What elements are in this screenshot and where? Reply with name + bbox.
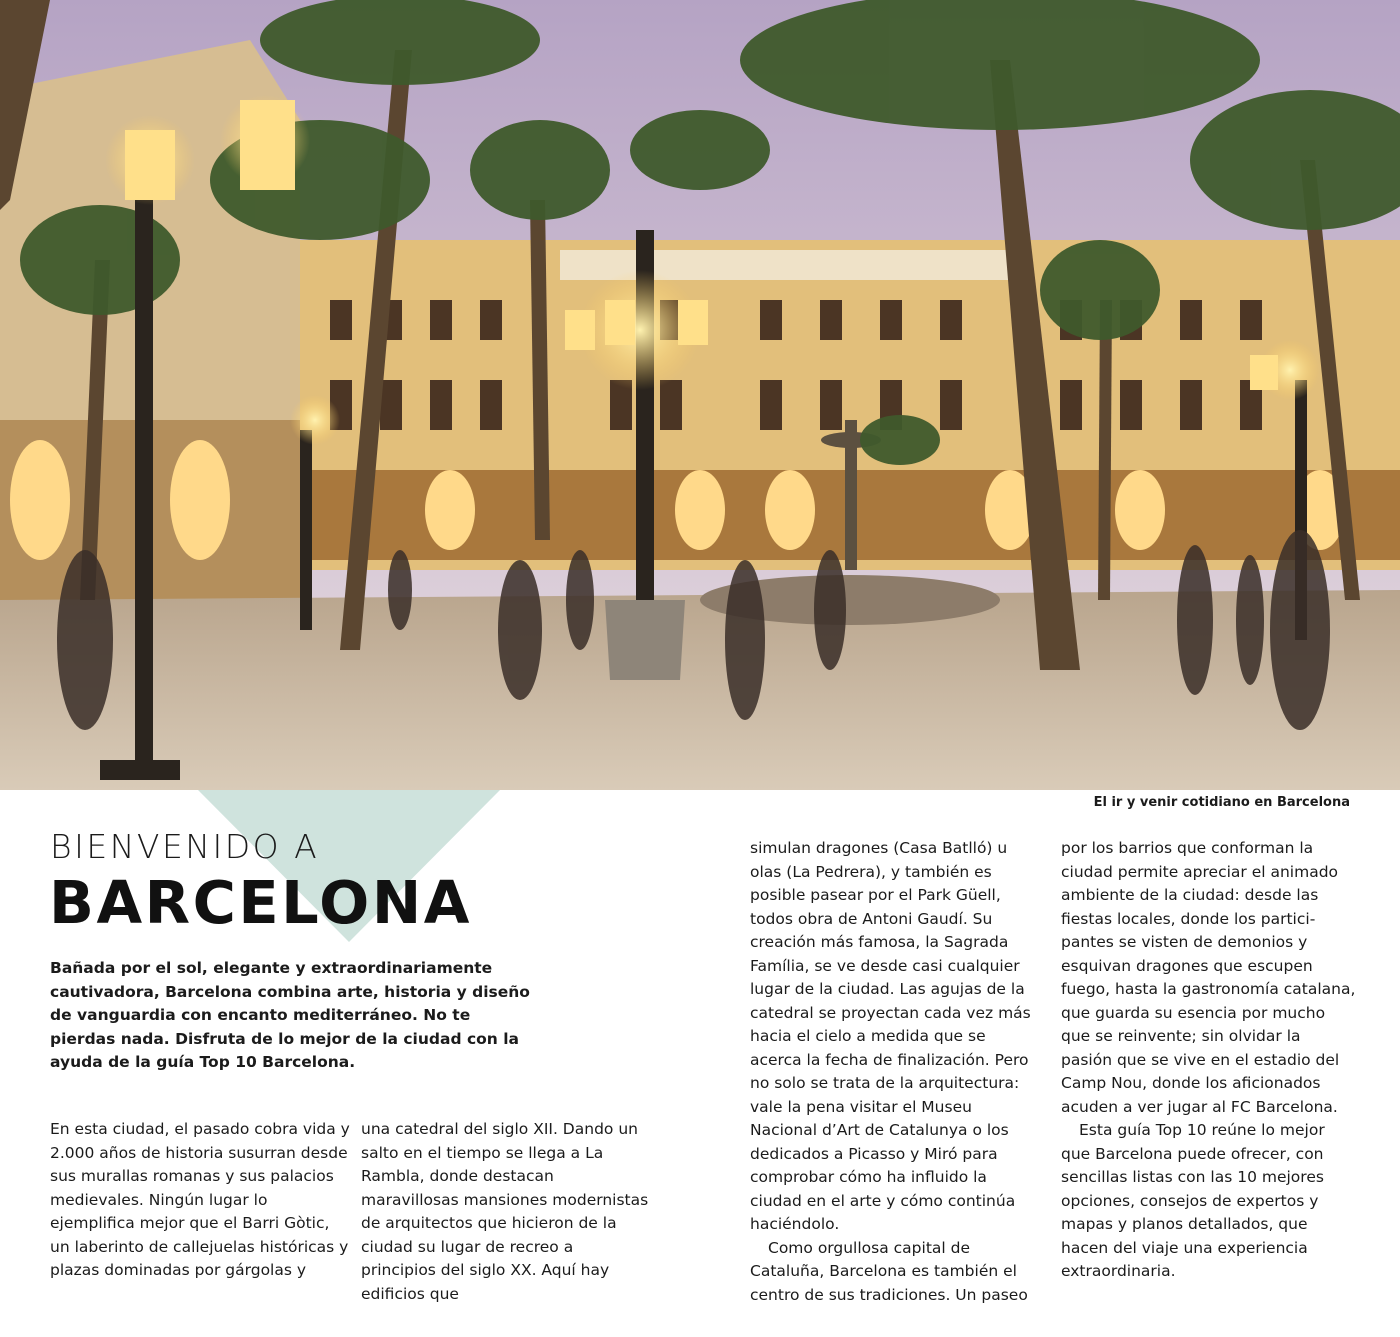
body-column-1 (50, 1118, 350, 1283)
body-text: En esta ciudad, el pasado cobra vida y 2.000 años de historia susurran desde sus murallas romanas y sus palacios medievales. Ningún lugar lo ejemplifica mejor que el Barri Gòtic, un laberinto de callejuelas históricas y plazas dominadas por gárgolas y (50, 1120, 350, 1279)
body-column-3 (750, 837, 1040, 1307)
body-text: Como orgullosa capital de Cataluña, Barcelona es también el centro de sus tradiciones. Un paseo (750, 1238, 1028, 1304)
body-text: una catedral del siglo XII. Dando un salto en el tiempo se llega a La Rambla, donde destacan maravillosas mansiones modernistas de arquitectos que hicieron de la ciudad su lugar de recreo a principios del siglo XX. Aquí hay edificios que (361, 1120, 649, 1303)
intro-paragraph: Bañada por el sol, elegante y extraordinariamente cautivadora, Barcelona combina arte, historia y diseño de vanguardia con encanto mediterráneo. No te pierdas nada. Disfruta de lo mejor de la ciudad con la ayuda de la guía Top 10 Barcelona. (50, 959, 530, 1071)
page-title: BARCELONA (49, 868, 472, 937)
body-column-2 (361, 1118, 653, 1306)
photo-caption: El ir y venir cotidiano en Barcelona (1093, 795, 1350, 810)
title-prefix: BIENVENIDO A (50, 827, 320, 866)
body-text: por los barrios que conforman la ciudad permite apreciar el animado ambiente de la ciudad: desde las fiestas locales, donde los partici-pantes se visten de demonios y esquivan dragones que escupen fuego, hasta la gastronomía catalana, que guarda su esencia por mucho que se reinvente; sin olvidar la pasión que se vive en el estadio del Camp Nou, donde los aficionados acuden a ver jugar al FC Barcelona. (1061, 839, 1356, 1116)
body-text: simulan dragones (Casa Batlló) u olas (La Pedrera), y también es posible pasear por el Park Güell, todos obra de Antoni Gaudí. Su creación más famosa, la Sagrada Família, se ve desde casi cualquier lugar de la ciudad. Las agujas de la catedral se proyectan cada vez más hacia el cielo a medida que se acerca la fecha de finalización. Pero no solo se trata de la arquitectura: vale la pena visitar el Museu Nacional d’Art de Catalunya o los dedicados a Picasso y Miró para comprobar cómo ha influido la ciudad en el arte y cómo continúa haciéndolo. (750, 839, 1031, 1233)
body-text: Esta guía Top 10 reúne lo mejor que Barcelona puede ofrecer, con sencillas listas con las 10 mejores opciones, consejos de expertos y mapas y planos detallados, que hacen del viaje una experiencia extraordinaria. (1061, 1121, 1325, 1280)
body-column-4 (1061, 837, 1356, 1284)
